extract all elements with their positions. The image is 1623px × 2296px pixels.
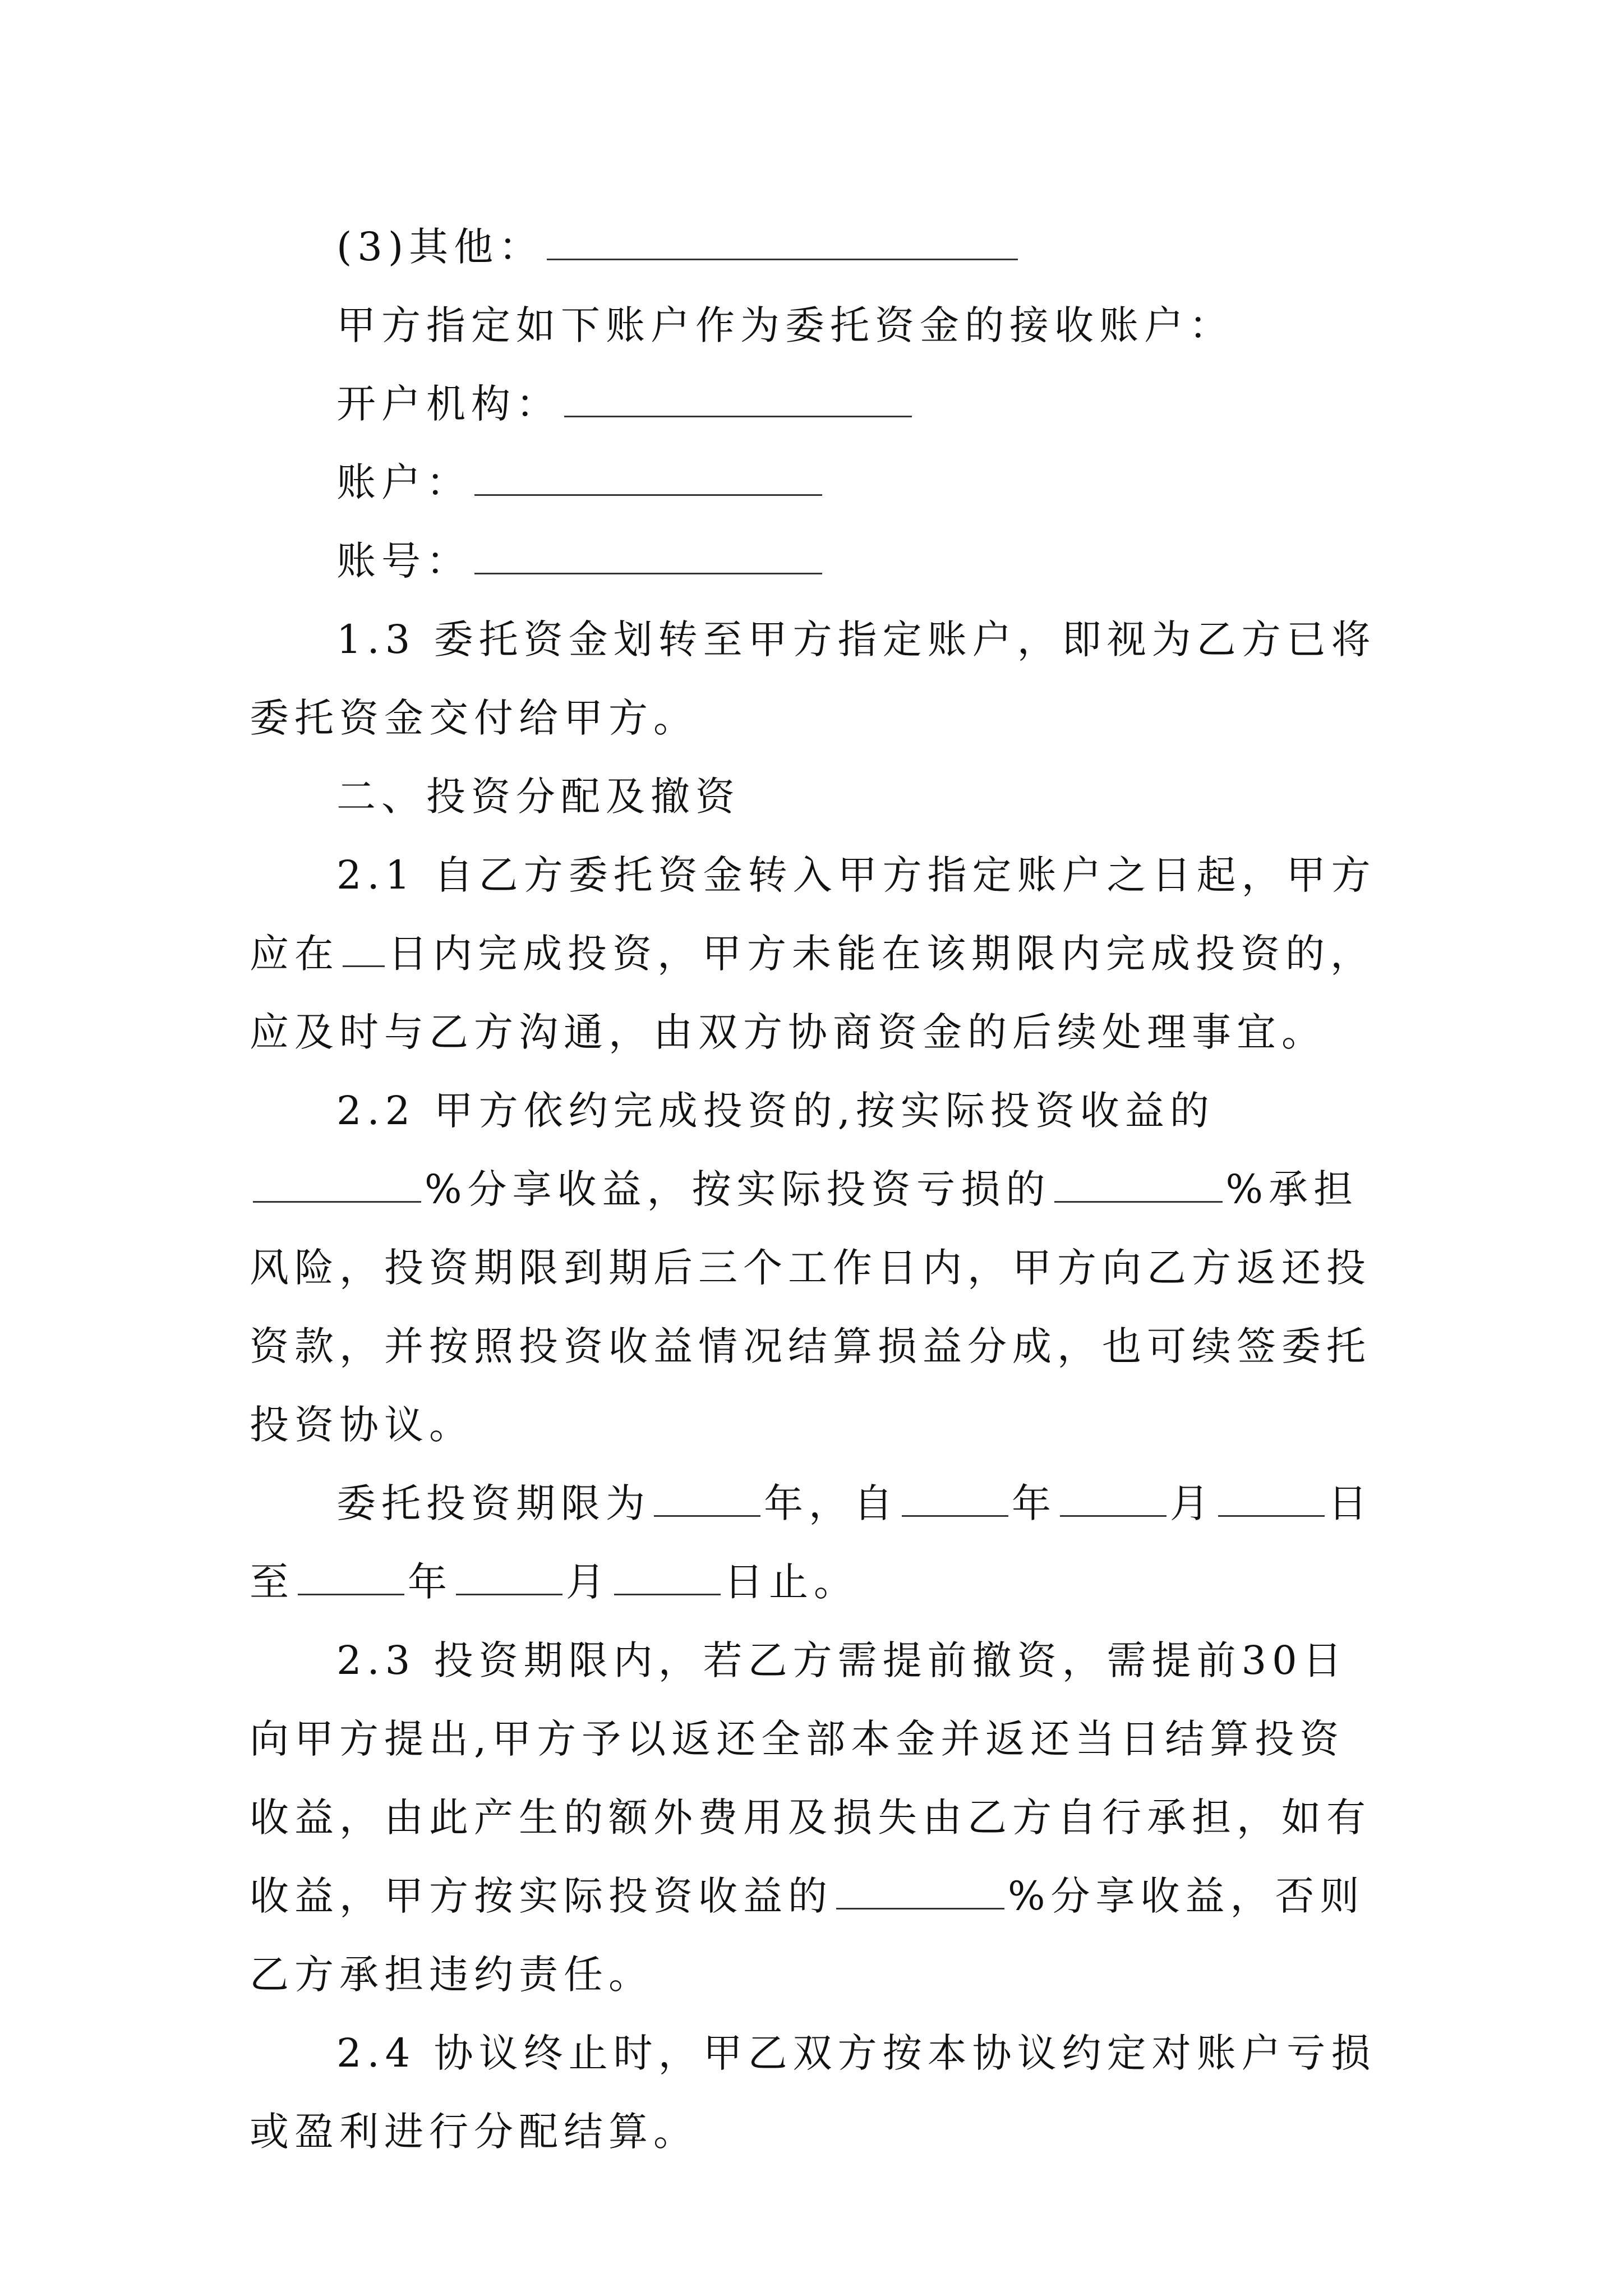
start-day-blank bbox=[1218, 1480, 1325, 1517]
designate-account-line: 甲方指定如下账户作为委托资金的接收账户： bbox=[336, 302, 1234, 348]
document-body bbox=[250, 208, 1377, 2171]
clause-2-1 bbox=[250, 836, 1377, 1071]
section-2-heading: 二、投资分配及撤资 bbox=[336, 774, 740, 820]
clause-2-2-part2: %分享收益，按实际投资亏损的 bbox=[425, 1166, 1051, 1212]
term-years-blank bbox=[654, 1480, 760, 1517]
term-label: 委托投资期限为 bbox=[336, 1480, 651, 1526]
end-year-blank bbox=[298, 1559, 404, 1595]
term-month2: 月 bbox=[566, 1559, 611, 1605]
clause-2-1-part1: 2.1 自乙方委托资金转入甲方指定账户之日起，甲方应在 bbox=[250, 852, 1376, 977]
account-blank bbox=[474, 459, 822, 496]
other-label: (3)其他： bbox=[336, 224, 544, 270]
clause-2-1-part2: 日内完成投资，甲方未能在该期限内完成投资的，应及时与乙方沟通，由双方协商资金的后续处理事宜。 bbox=[250, 931, 1375, 1055]
term-day1: 日至 bbox=[250, 1480, 1373, 1605]
other-line bbox=[250, 208, 1377, 286]
term-month1: 月 bbox=[1170, 1480, 1215, 1526]
institution-label: 开户机构： bbox=[336, 381, 561, 427]
term-year3: 年 bbox=[408, 1559, 453, 1605]
institution-blank bbox=[564, 381, 912, 417]
clause-2-3 bbox=[250, 1621, 1377, 2014]
account-label: 账户： bbox=[336, 459, 471, 505]
term-year1: 年，自 bbox=[764, 1480, 898, 1526]
clause-2-2-part1: 2.2 甲方依约完成投资的,按实际投资收益的 bbox=[336, 1088, 1215, 1134]
early-withdrawal-share-blank bbox=[836, 1873, 1004, 1910]
account-number-line bbox=[250, 522, 1377, 600]
term-day2: 日止。 bbox=[724, 1559, 859, 1605]
clause-1-3: 1.3 委托资金划转至甲方指定账户，即视为乙方已将委托资金交付给甲方。 bbox=[250, 616, 1376, 741]
clause-2-3-part1: 2.3 投资期限内，若乙方需提前撤资，需提前30日向甲方提出,甲方予以返还全部本金并返还当日结算投资收益，由此产生的额外费用及损失由乙方自行承担，如有收益，甲方按实际投资收益的 bbox=[250, 1637, 1371, 1919]
start-year-blank bbox=[902, 1480, 1008, 1517]
other-blank bbox=[547, 224, 1018, 260]
days-blank bbox=[343, 931, 385, 967]
clause-2-3-part2: %分享收益，否则乙方承担违约责任。 bbox=[250, 1873, 1365, 1998]
institution-line bbox=[250, 365, 1377, 443]
clause-2-2 bbox=[250, 1071, 1377, 1464]
start-month-blank bbox=[1060, 1480, 1166, 1517]
term-year2: 年 bbox=[1012, 1480, 1057, 1526]
clause-2-2-part3: %承担风险，投资期限到期后三个工作日内，甲方向乙方返还投资款，并按照投资收益情况结算损益分成，也可续签委托投资协议。 bbox=[250, 1166, 1371, 1448]
end-day-blank bbox=[614, 1559, 721, 1595]
loss-share-blank bbox=[1054, 1166, 1223, 1203]
end-month-blank bbox=[456, 1559, 562, 1595]
account-line bbox=[250, 443, 1377, 522]
account-number-blank bbox=[474, 538, 822, 574]
account-number-label: 账号： bbox=[336, 538, 471, 584]
clause-2-4: 2.4 协议终止时，甲乙双方按本协议约定对账户亏损或盈利进行分配结算。 bbox=[250, 2030, 1376, 2155]
investment-term bbox=[250, 1464, 1377, 1621]
profit-share-blank bbox=[253, 1166, 421, 1203]
